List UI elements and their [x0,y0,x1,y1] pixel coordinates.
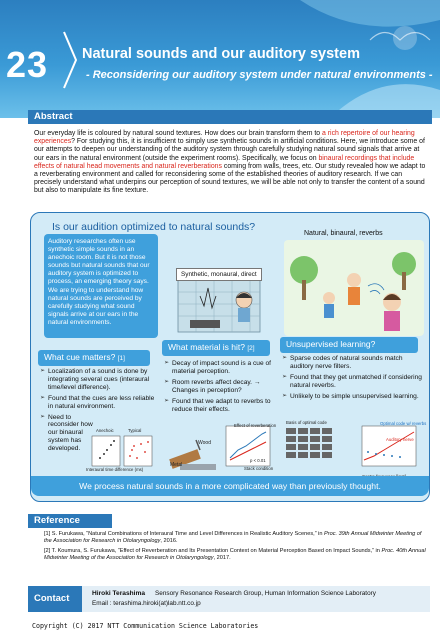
cues-fig-xlabel: Interaural time difference (ms) [86,467,144,472]
ref2-venue: Proc. 40th Annual Midwinter Meeting of the Association for Research in Otolaryngology [44,547,426,561]
cues-fig-title-anechoic: Anechoic [96,428,114,433]
abstract-highlight-1: a rich repertoire of our hearing experiences [34,130,415,146]
poster-header [0,0,440,118]
panel-question: Is our audition optimized to natural sounds? [52,221,256,233]
material-heading-text: What material is hit? [168,342,245,352]
material-bullets [164,360,276,416]
list-item: ➢ Localization of a sound is done by integrating several cues (interaural time/level difference). [40,368,158,392]
cues-heading-text: What cue matters? [44,352,116,362]
ref1-main: [1] S. Furukawa, “Natural Combinations of Interaural Time and Level Differences in Realistic Auditory Scenes,” in [44,531,325,537]
ref1-year: , 2016. [160,538,178,545]
ref2-year: , 2017. [213,554,231,561]
reference-item-2 [44,548,430,563]
material-fig-stat: p < 0.01 [250,458,266,463]
anechoic-room-illustration [160,236,280,336]
reference-list [44,531,430,562]
reference-heading: Reference [28,514,112,528]
unsupervised-figure [282,422,422,476]
list-item: ➢ Found that they get unmatched if considering natural reverbs. [282,374,422,390]
chevron-divider-icon [62,30,80,90]
cues-fig-title-typical: Typical [128,428,142,433]
abstract-part-2: ? For studying this, it is insufficient to simply use synthetic sounds in artificial conditions. Here, we introduce some of our attempts to deepen our understanding of the auditory system through carefully studying natural sound signals that arrive at our ears in the natural environment (outside the experiment rooms). Specifically, we focus on [34,138,425,162]
poster-number: 23 [6,44,49,85]
unsupervised-bullets [282,355,422,404]
material-ref: [2] [247,345,255,352]
list-item: ➢ Decay of impact sound is a cue of material perception. [164,360,276,376]
synthetic-label: Synthetic, monaural, direct [176,268,262,281]
contact-email: Email : terashima.hiroki(at)lab.ntt.co.jp [92,600,201,607]
list-item: ➢ Found that the cues are less reliable in natural environment. [40,395,158,411]
list-item: ➢ Sparse codes of natural sounds match auditory nerve filters. [282,355,422,371]
unsupervised-heading: Unsupervised learning? [280,337,418,353]
intro-text: Auditory researches often use synthetic simple sounds in an anechoic room. But it is not those sounds but natural sounds that our auditory system is optimized to process, an emerging theory says. We are trying to understand how natural sounds are perceived by carefully studying what sound signals arrive at our ears in the natural environments. [48,238,150,326]
auditory-nerve-label: Auditory nerve [386,437,414,442]
list-item: ➢ Unlikely to be simple unsupervised learning. [282,393,422,401]
list-item: ➢ Room reverbs affect decay. → Changes in perception? [164,379,276,395]
poster-subtitle: - Reconsidering our auditory system under natural environments - [86,69,433,81]
abstract-highlight-2: binaural recordings that include effects of natural head movements and natural reverberations [34,154,415,170]
abstract-text [34,130,430,196]
ref2-main: [2] T. Koumura, S. Furukawa, “Effect of Reverberation and Its Presentation Context on Material Perception Based on Impact Sounds,” in [44,547,382,554]
natural-label: Natural, binaural, reverbs [304,230,383,237]
list-item: ➢ Need to reconsider how our binaural system has developed. [40,414,98,454]
abstract-part-3: coming from walls, trees, etc. Our study revealed how we adapt to a reverberating environment and called for reconsidering some of the established theories of auditory research. If we can precisely understand what underpins our perception of sound textures, we will be able not only to transfer the content of a sound but also to manipulate its fine texture. [34,162,426,195]
cues-ref: [1] [117,355,125,362]
material-fig-xlabel: Stack condition [244,466,274,471]
natural-scene-illustration [284,240,424,336]
optimal-code-label: Optimal code w/ reverbs [380,421,427,426]
contact-heading: Contact [28,586,82,612]
material-heading [162,340,270,356]
copyright-text: Copyright (C) 2017 NTT Communication Science Laboratories [32,622,259,630]
abstract-heading: Abstract [28,110,432,124]
wood-label: Wood [198,440,211,446]
contact-section [28,586,430,612]
contact-organization: Sensory Resonance Research Group, Human Information Science Laboratory [155,590,376,597]
poster-title: Natural sounds and our auditory system [82,46,360,62]
basis-label: Basis of optimal code [286,420,327,425]
metal-label: Metal [170,462,183,468]
ref1-venue: Proc. 39th Annual Midwinter Meeting of the Association for Research in Otolaryngology [44,531,422,545]
cues-heading [38,350,150,366]
material-fig-title: Effect of reverberation [234,423,277,428]
contact-name: Hiroki Terashima [92,590,146,597]
list-item: ➢ Found that we adapt to reverbs to reduce their effects. [164,398,276,414]
panel-conclusion: We process natural sounds in a more complicated way than previously thought. [31,476,429,496]
reference-item-1 [44,531,430,546]
abstract-part-1: Our everyday life is coloured by natural sound textures. How does our brain transform them to [34,130,323,137]
